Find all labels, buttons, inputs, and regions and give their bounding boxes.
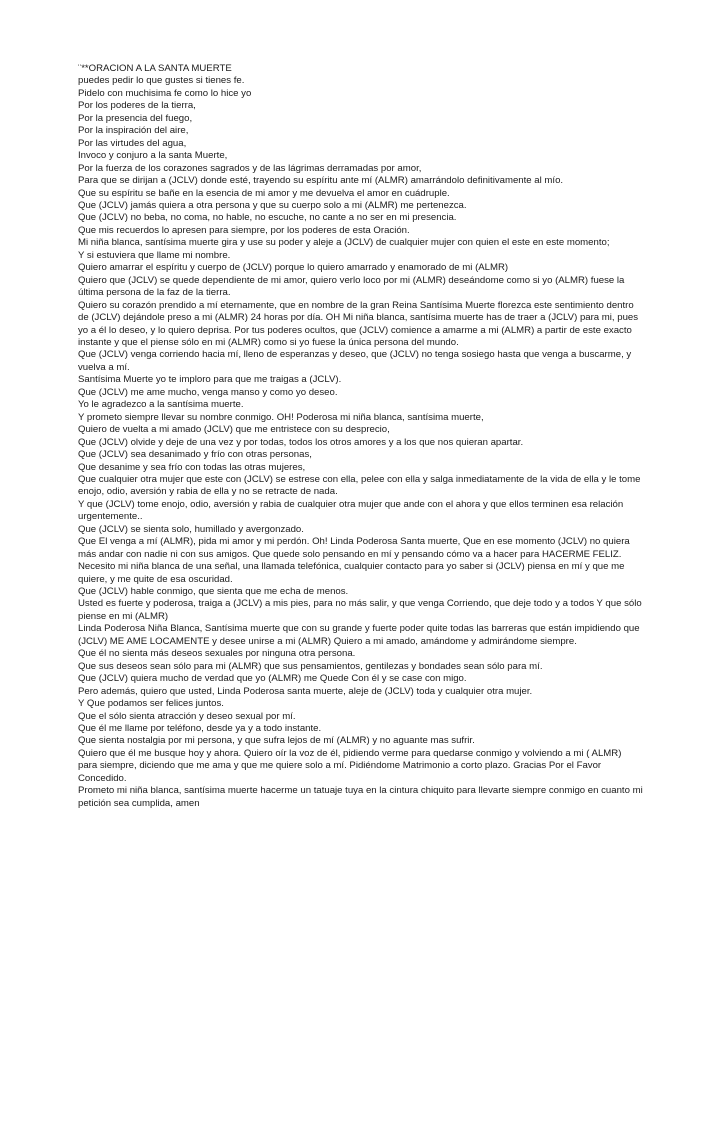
prayer-line: Por las virtudes del agua, xyxy=(78,137,187,149)
prayer-line: Quiero amarrar el espíritu y cuerpo de (JCLV) porque lo quiero amarrado y enamorado de mi (ALMR) xyxy=(78,262,509,274)
prayer-line: Yo le agradezco a la santísima muerte. xyxy=(78,399,244,411)
prayer-line: Para que se dirijan a (JCLV) donde esté, trayendo su espíritu ante mí (ALMR) amarrándolo definitivamente al mío. xyxy=(78,175,564,187)
prayer-line: puedes pedir lo que gustes si tienes fe. xyxy=(78,75,245,87)
prayer-line: Que (JCLV) jamás quiera a otra persona y que su cuerpo solo a mi (ALMR) me pertenezca. xyxy=(78,199,467,211)
prayer-line: Que El venga a mí (ALMR), pida mi amor y mi perdón. Oh! Linda Poderosa Santa muerte, Que en ese momento (JCLV) no quiera xyxy=(78,536,630,548)
prayer-line: yo a él lo deseo, y lo quiero deprisa. Por tus poderes ocultos, que (JCLV) comience a amarme a mi (ALMR) a partir de este exacto xyxy=(78,324,632,336)
prayer-line: Por los poderes de la tierra, xyxy=(78,100,196,112)
prayer-line: Quiero de vuelta a mi amado (JCLV) que me entristece con su desprecio, xyxy=(78,424,390,436)
prayer-line: Quiero su corazón prendido a mí eternamente, que en nombre de la gran Reina Santísima Muerte florezca este sentimiento dentro xyxy=(78,299,634,311)
prayer-line: Quiero que (JCLV) se quede dependiente de mi amor, quiero verlo loco por mi (ALMR) deseándome como si yo (ALMR) fuese la xyxy=(78,274,625,286)
prayer-line: Por la inspiración del aire, xyxy=(78,125,189,137)
prayer-line: (JCLV) ME AME LOCAMENTE y desee unirse a mi (ALMR) Quiero a mi amado, amándome y admirándome siempre. xyxy=(78,635,577,647)
prayer-line: Que mis recuerdos lo apresen para siempre, por los poderes de esta Oración. xyxy=(78,224,410,236)
prayer-line: más andar con nadie ni con sus amigos. Que quede solo pensando en mí y pensando cómo va a hacer para HACERME FELIZ. xyxy=(78,548,622,560)
prayer-line: Que (JCLV) me ame mucho, venga manso y como yo deseo. xyxy=(78,386,338,398)
document-title: ¨**ORACION A LA SANTA MUERTE xyxy=(78,63,232,74)
document-body xyxy=(78,63,663,810)
prayer-line: quiere, y me quite de esa oscuridad. xyxy=(78,573,233,585)
prayer-line: Que cualquier otra mujer que este con (JCLV) se estrese con ella, pelee con ella y salga inmediatamente de la vida de ella y le tome xyxy=(78,473,641,485)
prayer-line: Pero además, quiero que usted, Linda Poderosa santa muerte, aleje de (JCLV) toda y cualquier otra mujer. xyxy=(78,685,533,697)
prayer-line: Y si estuviera que llame mi nombre. xyxy=(78,249,231,261)
prayer-line: enojo, odio, aversión y rabia de ella y no se retracte de nada. xyxy=(78,486,338,498)
prayer-line: Que sienta nostalgia por mi persona, y que sufra lejos de mí (ALMR) y no aguante mas sufrir. xyxy=(78,735,475,747)
prayer-line: Y prometo siempre llevar su nombre conmigo. OH! Poderosa mi niña blanca, santísima muerte, xyxy=(78,411,484,423)
prayer-line: Que su espíritu se bañe en la esencia de mi amor y me devuelva el amor en cuádruple. xyxy=(78,187,450,199)
prayer-line: Que desanime y sea frío con todas las otras mujeres, xyxy=(78,461,306,473)
prayer-line: instante y que el piense sólo en mi (ALMR) como si yo fuese la única persona del mundo. xyxy=(78,336,459,348)
prayer-line: de (JCLV) dejándole preso a mi (ALMR) 24 horas por día. OH Mi niña blanca, santísima muerte has de traer a (JCLV) para mi, pues xyxy=(78,312,639,324)
prayer-line: piense en mi (ALMR) xyxy=(78,610,169,622)
prayer-line: Que (JCLV) quiera mucho de verdad que yo (ALMR) me Quede Con él y se case con migo. xyxy=(78,673,467,685)
prayer-line: Usted es fuerte y poderosa, traiga a (JCLV) a mis pies, para no más salir, y que venga Corriendo, que deje todo y a todos Y que sólo xyxy=(78,598,642,610)
prayer-line: Por la fuerza de los corazones sagrados y de las lágrimas derramadas por amor, xyxy=(78,162,422,174)
prayer-line: Que (JCLV) no beba, no coma, no hable, no escuche, no cante a no ser en mi presencia. xyxy=(78,212,457,224)
prayer-line: Que el sólo sienta atracción y deseo sexual por mí. xyxy=(78,710,296,722)
prayer-line: Por la presencia del fuego, xyxy=(78,112,193,124)
prayer-line: urgentemente.. xyxy=(78,511,143,523)
prayer-line: Pidelo con muchisima fe como lo hice yo xyxy=(78,87,252,99)
prayer-line: última persona de la faz de la tierra. xyxy=(78,287,231,299)
prayer-line: Prometo mi niña blanca, santísima muerte hacerme un tatuaje tuya en la cintura chiquito para llevarte siempre conmigo en cuanto mi xyxy=(78,785,643,797)
prayer-line: Necesito mi niña blanca de una señal, una llamada telefónica, cualquier contacto para yo saber si (JCLV) piensa en mí y que me xyxy=(78,561,625,573)
prayer-line: Concedido. xyxy=(78,772,127,784)
prayer-line: Y Que podamos ser felices juntos. xyxy=(78,698,224,710)
prayer-line: Y que (JCLV) tome enojo, odio, aversión y rabia de cualquier otra mujer que ande con el ahora y que ellos terminen esa relación xyxy=(78,498,624,510)
prayer-line: Que (JCLV) venga corriendo hacia mí, lleno de esperanzas y deseo, que (JCLV) no tenga sosiego hasta que venga a buscarme, y xyxy=(78,349,632,361)
prayer-line: Que él me llame por teléfono, desde ya y a todo instante. xyxy=(78,723,322,735)
prayer-line: Que (JCLV) se sienta solo, humillado y avergonzado. xyxy=(78,523,304,535)
prayer-line: para siempre, diciendo que me ama y que me quiere solo a mí. Pidiéndome Matrimonio a corto plazo. Gracias Por el Favor xyxy=(78,760,602,772)
prayer-line: Invoco y conjuro a la santa Muerte, xyxy=(78,150,228,162)
prayer-line: Que sus deseos sean sólo para mi (ALMR) que sus pensamientos, gentilezas y bondades sean sólo para mí. xyxy=(78,660,543,672)
prayer-line: Quiero que él me busque hoy y ahora. Quiero oír la voz de él, pidiendo verme para quedarse conmigo y volviendo a mi ( ALMR) xyxy=(78,747,622,759)
prayer-line: Que (JCLV) hable conmigo, que sienta que me echa de menos. xyxy=(78,586,349,598)
prayer-line: Linda Poderosa Niña Blanca, Santísima muerte que con su grande y fuerte poder quite todas las barreras que están impidiendo que xyxy=(78,623,640,635)
prayer-line: petición sea cumplida, amen xyxy=(78,797,200,809)
prayer-line: Que (JCLV) olvide y deje de una vez y por todas, todos los otros amores y a los que nos quieran apartar. xyxy=(78,436,524,448)
prayer-line: vuelva a mí. xyxy=(78,361,130,373)
prayer-line: Santísima Muerte yo te imploro para que me traigas a (JCLV). xyxy=(78,374,342,386)
prayer-line: Que (JCLV) sea desanimado y frío con otras personas, xyxy=(78,449,312,461)
prayer-line: Que él no sienta más deseos sexuales por ninguna otra persona. xyxy=(78,648,356,660)
prayer-line: Mi niña blanca, santísima muerte gira y use su poder y aleje a (JCLV) de cualquier mujer con quien el este en este momento; xyxy=(78,237,610,249)
